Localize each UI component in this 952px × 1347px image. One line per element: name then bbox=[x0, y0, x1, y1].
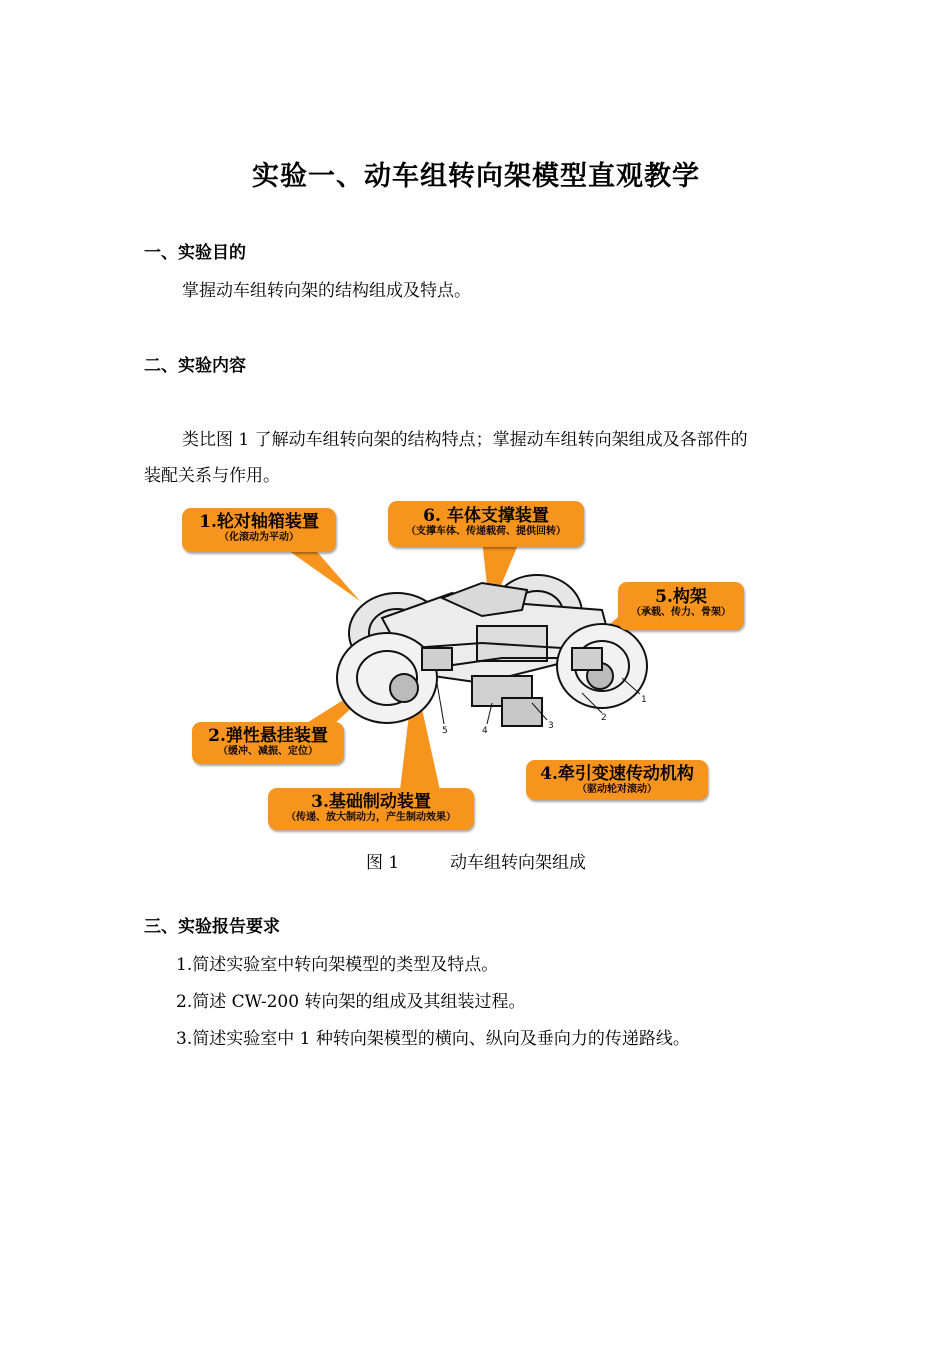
figure-caption-text: 动车组转向架组成 bbox=[450, 853, 587, 873]
figure-caption-number: 图 1 bbox=[365, 853, 400, 873]
callout-wheelset-axlebox bbox=[182, 508, 336, 552]
section-heading-report: 三、实验报告要求 bbox=[144, 917, 280, 937]
callout-6-sub: （支撑车体、传递载荷、提供回转） bbox=[406, 526, 566, 537]
content-text-line1: 类比图 1 了解动车组转向架的结构特点；掌握动车组转向架组成及各部件的 bbox=[182, 430, 748, 450]
page-title: 实验一、动车组转向架模型直观教学 bbox=[252, 161, 700, 192]
callout-frame bbox=[618, 582, 744, 630]
callout-3-sub: （传递、放大制动力，产生制动效果） bbox=[286, 812, 456, 823]
callout-1-label: 1.轮对轴箱装置 bbox=[199, 512, 319, 532]
figure-caption bbox=[0, 848, 952, 873]
bogie-drawing bbox=[337, 575, 647, 726]
purpose-text: 掌握动车组转向架的结构组成及特点。 bbox=[182, 281, 471, 301]
callout-elastic-suspension bbox=[192, 722, 344, 764]
content-text-line2: 装配关系与作用。 bbox=[144, 466, 280, 486]
callout-3-label: 3.基础制动装置 bbox=[311, 792, 431, 812]
part-number-1: 1 bbox=[641, 695, 647, 705]
callout-carbody-support bbox=[388, 501, 584, 547]
callout-5-label: 5.构架 bbox=[655, 587, 707, 607]
section-heading-content: 二、实验内容 bbox=[144, 356, 246, 376]
callout-foundation-brake bbox=[268, 788, 474, 830]
report-item-1: 1.简述实验室中转向架模型的类型及特点。 bbox=[176, 955, 499, 975]
report-item-2: 2.简述 CW-200 转向架的组成及其组装过程。 bbox=[176, 992, 526, 1012]
part-number-2: 2 bbox=[601, 713, 607, 723]
part-number-5: 5 bbox=[442, 726, 448, 736]
callout-4-label: 4.牵引变速传动机构 bbox=[540, 764, 694, 784]
report-item-3: 3.简述实验室中 1 种转向架模型的横向、纵向及垂向力的传递路线。 bbox=[176, 1029, 690, 1049]
part-number-3: 3 bbox=[548, 721, 554, 731]
bogie-figure bbox=[182, 498, 742, 832]
callout-tail-1 bbox=[282, 546, 360, 601]
callout-2-sub: （缓冲、减振、定位） bbox=[218, 746, 318, 757]
section-heading-purpose: 一、实验目的 bbox=[144, 243, 246, 263]
callout-6-label: 6. 车体支撑装置 bbox=[423, 506, 549, 526]
callout-2-label: 2.弹性悬挂装置 bbox=[208, 726, 328, 746]
callout-1-sub: （化滚动为平动） bbox=[219, 532, 299, 543]
callout-traction-transmission bbox=[526, 760, 708, 800]
callout-5-sub: （承载、传力、骨架） bbox=[631, 607, 731, 618]
callout-4-sub: （驱动轮对滚动） bbox=[577, 784, 657, 795]
part-number-4: 4 bbox=[482, 726, 488, 736]
